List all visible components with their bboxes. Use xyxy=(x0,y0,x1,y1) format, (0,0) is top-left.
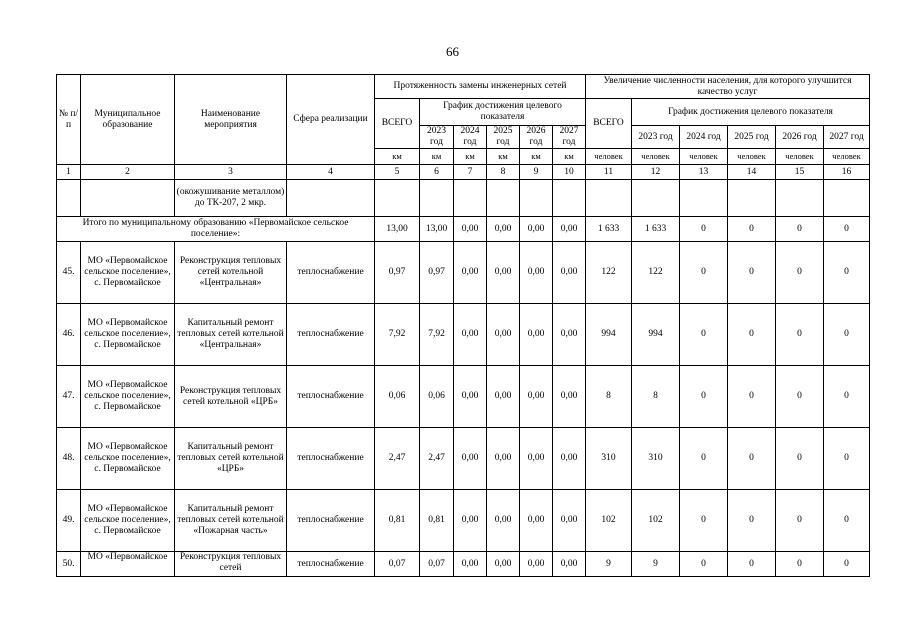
value-cell: 994 xyxy=(586,304,632,366)
value-cell: 0 xyxy=(728,242,776,304)
column-number: 15 xyxy=(776,165,824,180)
total-value: 0,00 xyxy=(487,217,520,242)
sphere-cell: теплоснабжение xyxy=(287,552,375,577)
unit-people: человек xyxy=(776,149,824,165)
value-cell: 0 xyxy=(728,552,776,577)
header-schedule-km: График достижения целевого показателя xyxy=(420,99,586,126)
header-municipality: Муниципальное образование xyxy=(81,75,175,165)
value-cell: 0,00 xyxy=(520,490,553,552)
value-cell: 0 xyxy=(824,490,870,552)
value-cell: 0 xyxy=(824,366,870,428)
row-number: 46. xyxy=(57,304,81,366)
value-cell: 9 xyxy=(632,552,680,577)
value-cell: 994 xyxy=(632,304,680,366)
row-number: 50. xyxy=(57,552,81,577)
value-cell: 0,97 xyxy=(375,242,420,304)
header-year: 2024 год xyxy=(454,126,487,149)
value-cell: 0 xyxy=(728,428,776,490)
municipality-cell: МО «Первомайское сельское поселение», с. Первомайское xyxy=(81,428,175,490)
total-value: 0 xyxy=(680,217,728,242)
column-number: 7 xyxy=(454,165,487,180)
value-cell: 0,81 xyxy=(375,490,420,552)
value-cell: 0 xyxy=(680,242,728,304)
value-cell: 0 xyxy=(824,552,870,577)
value-cell: 122 xyxy=(632,242,680,304)
value-cell: 102 xyxy=(586,490,632,552)
municipality-cell: МО «Первомайское сельское поселение», с. Первомайское xyxy=(81,242,175,304)
value-cell: 8 xyxy=(586,366,632,428)
value-cell: 0,06 xyxy=(420,366,454,428)
value-cell: 0,00 xyxy=(520,428,553,490)
value-cell: 0,00 xyxy=(487,428,520,490)
total-value: 0,00 xyxy=(454,217,487,242)
value-cell: 0 xyxy=(824,304,870,366)
sphere-cell: теплоснабжение xyxy=(287,304,375,366)
sphere-cell: теплоснабжение xyxy=(287,490,375,552)
value-cell: 0,07 xyxy=(420,552,454,577)
value-cell: 0,06 xyxy=(375,366,420,428)
value-cell: 0 xyxy=(680,366,728,428)
value-cell: 0 xyxy=(776,428,824,490)
value-cell: 0,00 xyxy=(454,490,487,552)
value-cell: 0,00 xyxy=(487,304,520,366)
value-cell: 310 xyxy=(586,428,632,490)
header-length-group: Протяженность замены инженерных сетей xyxy=(375,75,586,99)
value-cell: 0,00 xyxy=(553,366,586,428)
value-cell: 0,07 xyxy=(375,552,420,577)
value-cell: 2,47 xyxy=(420,428,454,490)
value-cell: 0,00 xyxy=(520,552,553,577)
value-cell: 0 xyxy=(680,490,728,552)
value-cell: 0,00 xyxy=(553,490,586,552)
value-cell: 0,00 xyxy=(553,552,586,577)
row-number: 49. xyxy=(57,490,81,552)
event-cell: Реконструкция тепловых сетей котельной «Центральная» xyxy=(175,242,287,304)
header-num: № п/п xyxy=(57,75,81,165)
municipality-cell: МО «Первомайское сельское поселение», с. Первомайское xyxy=(81,304,175,366)
value-cell: 0,00 xyxy=(454,428,487,490)
header-total-km: ВСЕГО xyxy=(375,99,420,149)
value-cell: 0,81 xyxy=(420,490,454,552)
value-cell: 0,00 xyxy=(520,366,553,428)
value-cell: 0,00 xyxy=(454,552,487,577)
value-cell: 0,00 xyxy=(553,242,586,304)
total-label: Итого по муниципальному образованию «Первомайское сельское поселение»: xyxy=(57,217,375,242)
value-cell: 0 xyxy=(728,366,776,428)
unit-people: человек xyxy=(632,149,680,165)
header-sphere: Сфера реализации xyxy=(287,75,375,165)
value-cell: 0,00 xyxy=(487,490,520,552)
column-number: 2 xyxy=(81,165,175,180)
value-cell: 102 xyxy=(632,490,680,552)
column-number: 16 xyxy=(824,165,870,180)
unit-km: км xyxy=(454,149,487,165)
total-value: 0,00 xyxy=(520,217,553,242)
value-cell: 0 xyxy=(728,304,776,366)
column-number: 5 xyxy=(375,165,420,180)
value-cell: 9 xyxy=(586,552,632,577)
table-row xyxy=(57,428,870,490)
municipality-cell: МО «Первомайское xyxy=(81,552,175,577)
value-cell: 8 xyxy=(632,366,680,428)
value-cell: 0 xyxy=(776,366,824,428)
value-cell: 0 xyxy=(776,552,824,577)
total-value: 0 xyxy=(824,217,870,242)
total-value: 1 633 xyxy=(586,217,632,242)
value-cell: 0,97 xyxy=(420,242,454,304)
column-number: 14 xyxy=(728,165,776,180)
municipality-cell: МО «Первомайское сельское поселение», с. Первомайское xyxy=(81,366,175,428)
table-row xyxy=(57,490,870,552)
header-year: 2027 год xyxy=(553,126,586,149)
value-cell: 0,00 xyxy=(520,304,553,366)
total-value: 0,00 xyxy=(553,217,586,242)
value-cell: 122 xyxy=(586,242,632,304)
event-cell: Капитальный ремонт тепловых сетей котельной «ЦРБ» xyxy=(175,428,287,490)
column-number: 3 xyxy=(175,165,287,180)
value-cell: 7,92 xyxy=(420,304,454,366)
value-cell: 0 xyxy=(728,490,776,552)
value-cell: 0 xyxy=(824,242,870,304)
row-number: 45. xyxy=(57,242,81,304)
header-total-people: ВСЕГО xyxy=(586,99,632,149)
table-row xyxy=(57,304,870,366)
event-cell: Капитальный ремонт тепловых сетей котельной «Центральная» xyxy=(175,304,287,366)
column-number: 8 xyxy=(487,165,520,180)
value-cell: 0,00 xyxy=(487,366,520,428)
unit-km: км xyxy=(553,149,586,165)
unit-people: человек xyxy=(728,149,776,165)
event-cell: Реконструкция тепловых сетей котельной «ЦРБ» xyxy=(175,366,287,428)
column-number: 13 xyxy=(680,165,728,180)
page-number: 66 xyxy=(446,44,459,59)
table-row xyxy=(57,552,870,577)
total-value: 1 633 xyxy=(632,217,680,242)
value-cell: 0 xyxy=(680,304,728,366)
value-cell: 0,00 xyxy=(553,428,586,490)
value-cell: 7,92 xyxy=(375,304,420,366)
table-row xyxy=(57,242,870,304)
total-value: 0 xyxy=(776,217,824,242)
header-year: 2025 год xyxy=(728,126,776,149)
header-event: Наименование мероприятия xyxy=(175,75,287,165)
value-cell: 0 xyxy=(824,428,870,490)
header-year: 2027 год xyxy=(824,126,870,149)
value-cell: 0,00 xyxy=(454,242,487,304)
total-value: 0 xyxy=(728,217,776,242)
column-number: 9 xyxy=(520,165,553,180)
value-cell: 0 xyxy=(776,304,824,366)
value-cell: 0,00 xyxy=(454,366,487,428)
header-year: 2024 год xyxy=(680,126,728,149)
total-value: 13,00 xyxy=(375,217,420,242)
unit-km: км xyxy=(375,149,420,165)
value-cell: 0,00 xyxy=(520,242,553,304)
column-number: 4 xyxy=(287,165,375,180)
data-table xyxy=(56,74,870,577)
column-number: 12 xyxy=(632,165,680,180)
column-number: 6 xyxy=(420,165,454,180)
row-number: 47. xyxy=(57,366,81,428)
header-year: 2023 год xyxy=(420,126,454,149)
value-cell: 310 xyxy=(632,428,680,490)
value-cell: 0 xyxy=(680,428,728,490)
unit-people: человек xyxy=(680,149,728,165)
value-cell: 0,00 xyxy=(487,242,520,304)
header-year: 2026 год xyxy=(776,126,824,149)
value-cell: 0,00 xyxy=(487,552,520,577)
event-cell: Реконструкция тепловых сетей xyxy=(175,552,287,577)
header-year: 2026 год xyxy=(520,126,553,149)
row-number: 48. xyxy=(57,428,81,490)
header-population-group: Увеличение численности населения, для которого улучшится качество услуг xyxy=(586,75,870,99)
header-schedule-people: График достижения целевого показателя xyxy=(632,99,870,126)
municipality-cell: МО «Первомайское сельское поселение», с. Первомайское xyxy=(81,490,175,552)
column-number: 10 xyxy=(553,165,586,180)
unit-people: человек xyxy=(586,149,632,165)
unit-km: км xyxy=(520,149,553,165)
column-number: 1 xyxy=(57,165,81,180)
unit-km: км xyxy=(420,149,454,165)
header-year: 2025 год xyxy=(487,126,520,149)
table-row xyxy=(57,366,870,428)
sphere-cell: теплоснабжение xyxy=(287,242,375,304)
column-number: 11 xyxy=(586,165,632,180)
value-cell: 0 xyxy=(776,242,824,304)
value-cell: 0 xyxy=(680,552,728,577)
header-year: 2023 год xyxy=(632,126,680,149)
event-cell: Капитальный ремонт тепловых сетей котельной «Пожарная часть» xyxy=(175,490,287,552)
unit-people: человек xyxy=(824,149,870,165)
value-cell: 0 xyxy=(776,490,824,552)
value-cell: 2,47 xyxy=(375,428,420,490)
sphere-cell: теплоснабжение xyxy=(287,366,375,428)
unit-km: км xyxy=(487,149,520,165)
sphere-cell: теплоснабжение xyxy=(287,428,375,490)
value-cell: 0,00 xyxy=(454,304,487,366)
continuation-event: (окожушивание металлом) до ТК-207, 2 мкр. xyxy=(175,180,287,217)
total-value: 13,00 xyxy=(420,217,454,242)
value-cell: 0,00 xyxy=(553,304,586,366)
